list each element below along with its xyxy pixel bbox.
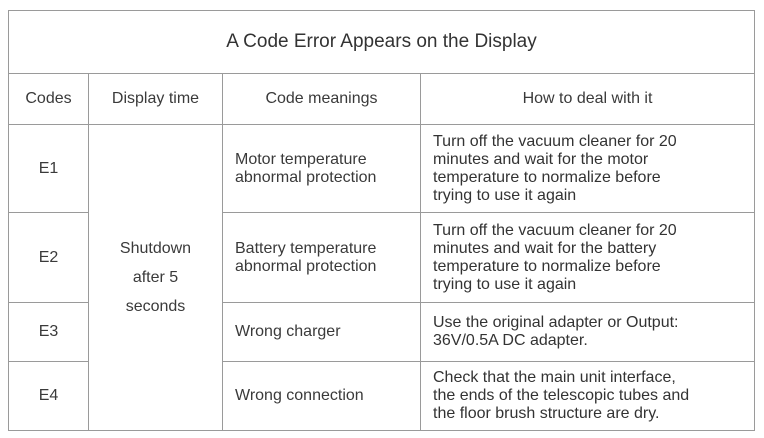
- deal-line: temperature to normalize before: [433, 257, 661, 275]
- meaning-line: Wrong connection: [235, 387, 364, 404]
- deal-cell: [421, 213, 755, 303]
- column-header-codes: Codes: [9, 74, 89, 125]
- meaning-cell: [223, 125, 421, 213]
- code-cell: E3: [9, 303, 89, 362]
- deal-line: Turn off the vacuum cleaner for 20: [433, 221, 677, 239]
- meaning-line: Wrong charger: [235, 323, 341, 340]
- deal-line: Check that the main unit interface,: [433, 369, 676, 386]
- deal-cell: [421, 125, 755, 213]
- code-cell: E2: [9, 213, 89, 303]
- meaning-line: Battery temperature: [235, 239, 377, 257]
- deal-cell: [421, 303, 755, 362]
- deal-line: Turn off the vacuum cleaner for 20: [433, 132, 677, 150]
- meaning-cell: [223, 303, 421, 362]
- deal-line: minutes and wait for the battery: [433, 239, 657, 257]
- display-time-cell: [89, 125, 223, 431]
- display-time-line: after 5: [132, 269, 179, 286]
- meaning-line: abnormal protection: [235, 257, 377, 275]
- table-row-e1: [9, 125, 755, 213]
- deal-line: the floor brush structure are dry.: [433, 405, 660, 422]
- deal-line: Use the original adapter or Output:: [433, 314, 679, 331]
- deal-cell: [421, 362, 755, 431]
- deal-line: minutes and wait for the motor: [433, 150, 649, 168]
- meaning-cell: [223, 213, 421, 303]
- deal-line: trying to use it again: [433, 186, 577, 204]
- display-time-line: Shutdown: [119, 240, 192, 257]
- meaning-line: abnormal protection: [235, 168, 377, 186]
- table-title: A Code Error Appears on the Display: [9, 11, 755, 74]
- deal-line: the ends of the telescopic tubes and: [433, 387, 690, 404]
- code-cell: E4: [9, 362, 89, 431]
- column-header-code-meanings: Code meanings: [223, 74, 421, 125]
- error-code-table: [8, 10, 755, 431]
- meaning-line: Motor temperature: [235, 150, 367, 168]
- column-header-display-time: Display time: [89, 74, 223, 125]
- column-header-how-to-deal: How to deal with it: [421, 74, 755, 125]
- deal-line: trying to use it again: [433, 275, 577, 293]
- code-cell: E1: [9, 125, 89, 213]
- deal-line: 36V/0.5A DC adapter.: [433, 332, 588, 349]
- display-time-line: seconds: [125, 298, 186, 315]
- deal-line: temperature to normalize before: [433, 168, 661, 186]
- meaning-cell: [223, 362, 421, 431]
- error-code-table-container: [8, 10, 754, 428]
